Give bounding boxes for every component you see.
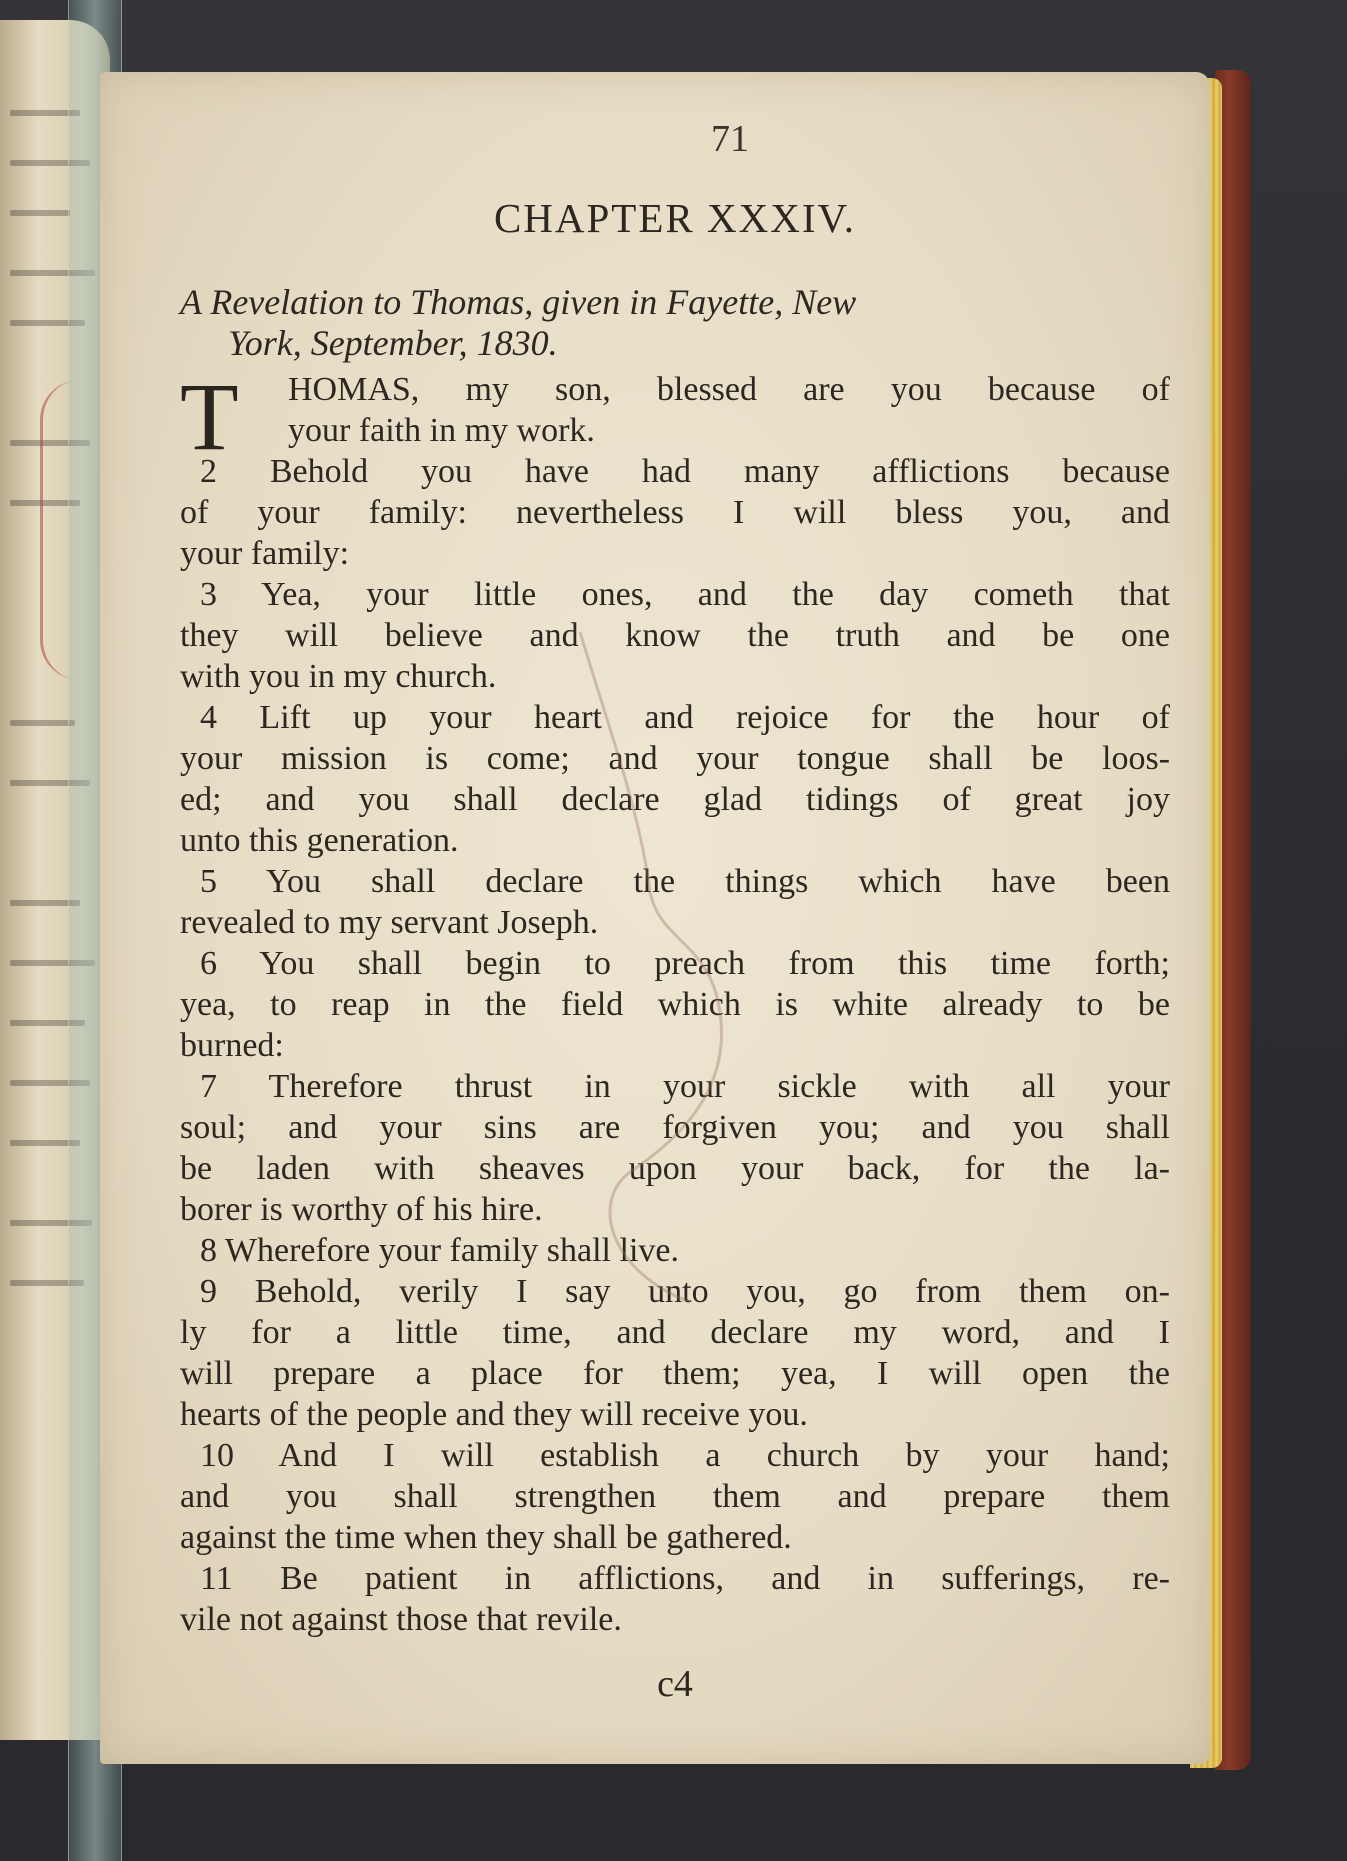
book-page xyxy=(100,72,1210,1764)
text-line: HOMAS, my son, blessed are you because of xyxy=(288,371,1170,408)
chapter-heading: CHAPTER XXXIV. xyxy=(493,195,857,241)
page-number: 71 xyxy=(711,118,749,160)
text-line: soul; and your sins are forgiven you; and you shall xyxy=(180,1109,1170,1146)
text-line: 7 Therefore thrust in your sickle with all your xyxy=(200,1068,1170,1105)
text-line: 3 Yea, your little ones, and the day cometh that xyxy=(200,576,1170,613)
text-line: ly for a little time, and declare my word, and I xyxy=(180,1314,1170,1351)
text-line: and you shall strengthen them and prepare them xyxy=(180,1478,1170,1515)
text-line: be laden with sheaves upon your back, for the la- xyxy=(180,1150,1170,1187)
text-line: 5 You shall declare the things which have been xyxy=(200,863,1170,900)
text-line: 11 Be patient in afflictions, and in sufferings, re- xyxy=(200,1560,1170,1597)
text-line: they will believe and know the truth and be one xyxy=(180,617,1170,654)
text-line: revealed to my servant Joseph. xyxy=(180,904,599,941)
text-line: 8 Wherefore your family shall live. xyxy=(200,1232,679,1269)
intro-line-1: A Revelation to Thomas, given in Fayette, New xyxy=(180,282,857,322)
text-line: against the time when they shall be gathered. xyxy=(180,1519,792,1556)
text-line: 9 Behold, verily I say unto you, go from them on- xyxy=(200,1273,1170,1310)
text-line: burned: xyxy=(180,1027,284,1064)
text-line: will prepare a place for them; yea, I will open the xyxy=(180,1355,1170,1392)
revelation-intro xyxy=(180,282,1170,364)
text-line: yea, to reap in the field which is white already to be xyxy=(180,986,1170,1023)
text-line: hearts of the people and they will receive you. xyxy=(180,1396,808,1433)
intro-line-2: York, September, 1830. xyxy=(228,323,558,363)
text-line: of your family: nevertheless I will bless you, and xyxy=(180,494,1170,531)
drop-cap: T xyxy=(180,363,239,470)
text-line: 6 You shall begin to preach from this time forth; xyxy=(200,945,1170,982)
text-line: with you in my church. xyxy=(180,658,497,695)
text-line: 10 And I will establish a church by your hand; xyxy=(200,1437,1170,1474)
text-line: unto this generation. xyxy=(180,822,459,859)
text-line: ed; and you shall declare glad tidings of great joy xyxy=(180,781,1170,818)
text-line: your faith in my work. xyxy=(288,412,595,449)
text-line: 4 Lift up your heart and rejoice for the hour of xyxy=(200,699,1170,736)
text-line: borer is worthy of his hire. xyxy=(180,1191,543,1228)
signature-mark: c4 xyxy=(657,1663,693,1705)
text-line: vile not against those that revile. xyxy=(180,1601,622,1638)
text-line: your mission is come; and your tongue shall be loos- xyxy=(180,740,1170,777)
text-line: your family: xyxy=(180,535,350,572)
text-line: 2 Behold you have had many afflictions because xyxy=(200,453,1170,490)
